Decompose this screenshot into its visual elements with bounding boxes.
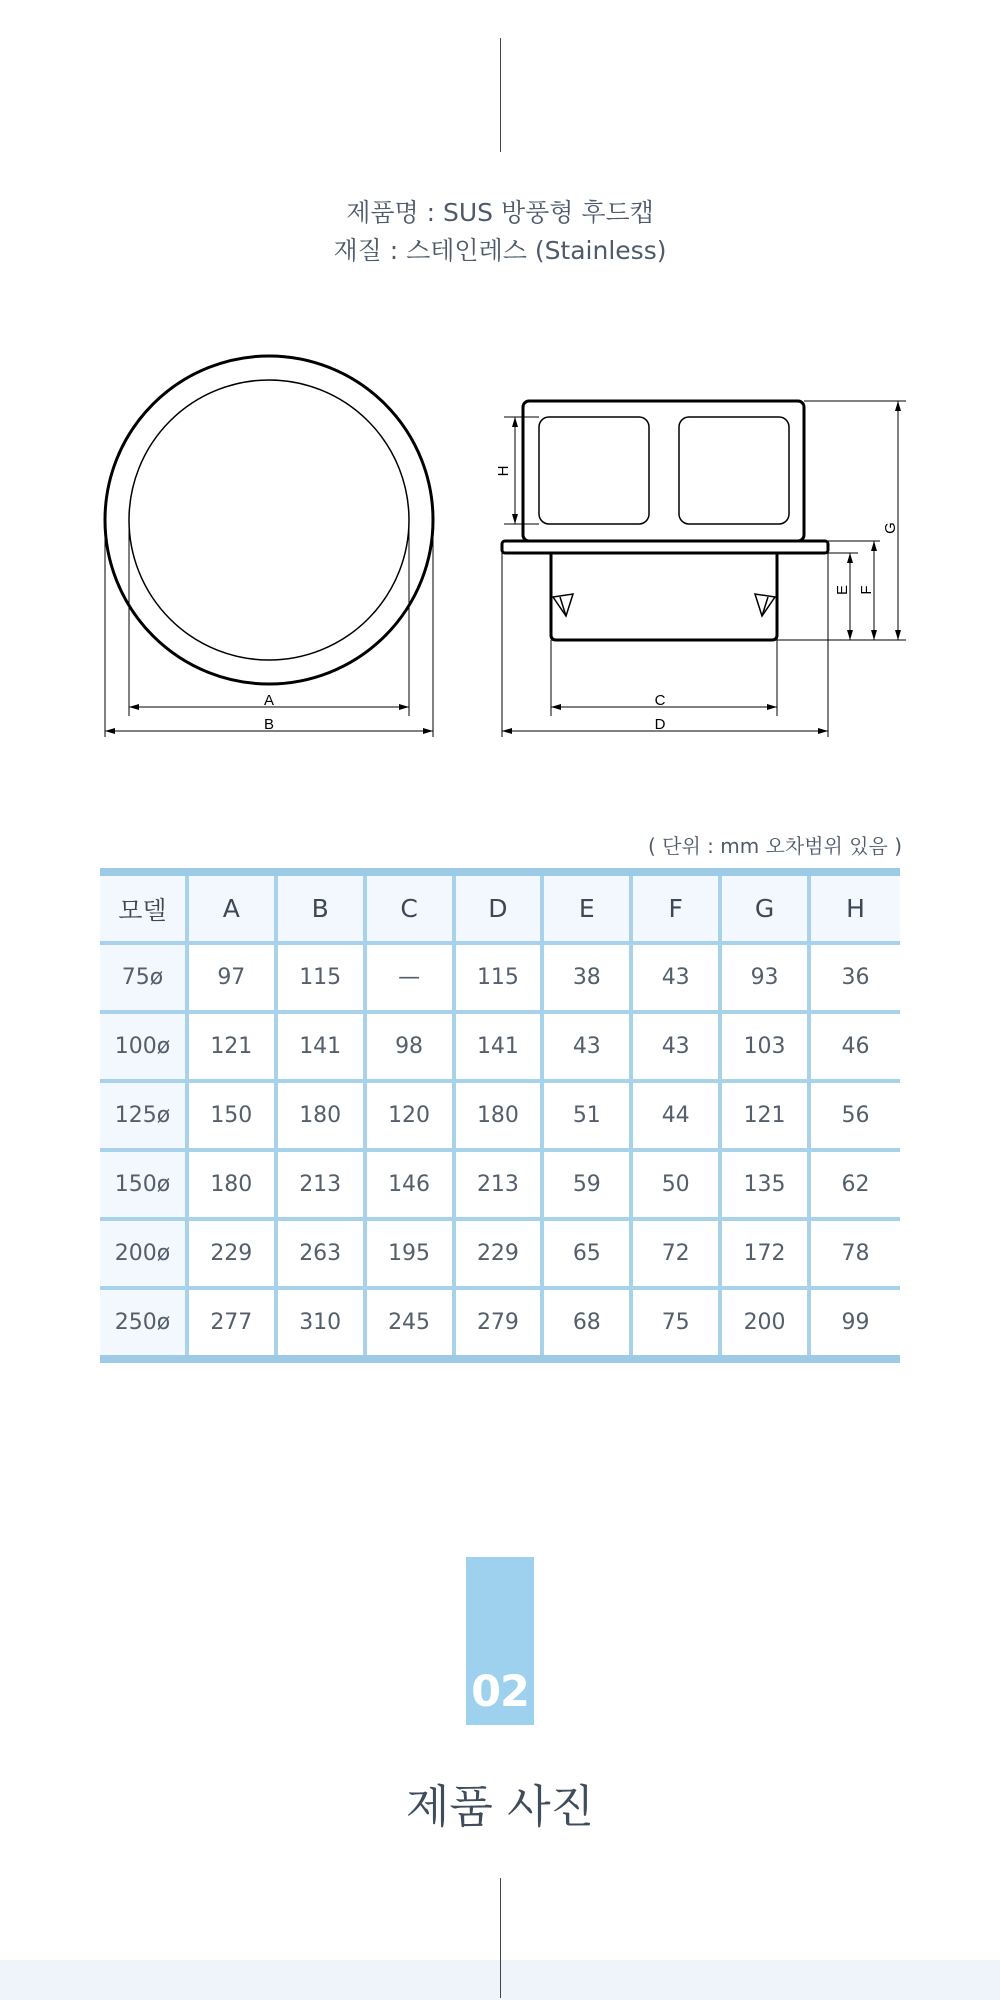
table-cell: 51 bbox=[544, 1083, 633, 1152]
table-cell: 141 bbox=[456, 1014, 545, 1083]
table-cell: 46 bbox=[811, 1014, 900, 1083]
bottom-divider-line bbox=[500, 1878, 501, 1998]
table-cell: 195 bbox=[367, 1221, 456, 1290]
table-cell: 98 bbox=[367, 1014, 456, 1083]
table-cell: 44 bbox=[633, 1083, 722, 1152]
product-name: 제품명 : SUS 방풍형 후드캡 bbox=[346, 198, 654, 227]
table-cell: 103 bbox=[722, 1014, 811, 1083]
hood-window-left bbox=[539, 417, 649, 524]
header-d: D bbox=[456, 876, 545, 945]
table-cell: 180 bbox=[189, 1152, 278, 1221]
unit-note: ( 단위 : mm 오차범위 있음 ) bbox=[647, 834, 902, 858]
table-cell: 97 bbox=[189, 945, 278, 1014]
table-cell: 229 bbox=[456, 1221, 545, 1290]
header-g: G bbox=[722, 876, 811, 945]
dimension-g-label: G bbox=[882, 522, 899, 534]
model-cell: 200ø bbox=[100, 1221, 189, 1290]
table-cell: 43 bbox=[544, 1014, 633, 1083]
dimension-e-label: E bbox=[834, 584, 851, 596]
table-cell: 180 bbox=[456, 1083, 545, 1152]
dimension-d-label: D bbox=[654, 716, 666, 733]
table-header-row bbox=[100, 876, 900, 945]
header-b: B bbox=[278, 876, 367, 945]
technical-drawing bbox=[0, 330, 1000, 750]
table-cell: 72 bbox=[633, 1221, 722, 1290]
table-cell: 121 bbox=[189, 1014, 278, 1083]
header-e: E bbox=[544, 876, 633, 945]
table-cell: 277 bbox=[189, 1290, 278, 1355]
model-cell: 125ø bbox=[100, 1083, 189, 1152]
table-row bbox=[100, 1152, 900, 1221]
table-cell: 141 bbox=[278, 1014, 367, 1083]
table-cell: 279 bbox=[456, 1290, 545, 1355]
table-cell: 115 bbox=[456, 945, 545, 1014]
table-row bbox=[100, 1083, 900, 1152]
table-cell: 135 bbox=[722, 1152, 811, 1221]
table-cell: 43 bbox=[633, 945, 722, 1014]
section-title: 제품 사진 bbox=[405, 1780, 595, 1833]
header-f: F bbox=[633, 876, 722, 945]
table-cell: 180 bbox=[278, 1083, 367, 1152]
section-number-badge bbox=[466, 1557, 534, 1725]
table-cell: 213 bbox=[456, 1152, 545, 1221]
hood-window-right bbox=[679, 417, 789, 524]
header-model: 모델 bbox=[100, 876, 189, 945]
dimension-c-label: C bbox=[654, 692, 666, 709]
table-cell: 115 bbox=[278, 945, 367, 1014]
table-cell: 78 bbox=[811, 1221, 900, 1290]
dimension-f-label: F bbox=[858, 585, 875, 595]
table-cell: 99 bbox=[841, 1310, 870, 1335]
hood-top-body bbox=[523, 401, 804, 541]
dimension-h-label: H bbox=[495, 465, 512, 477]
table-cell: 120 bbox=[367, 1083, 456, 1152]
model-cell: 75ø bbox=[100, 945, 189, 1014]
table-cell: — bbox=[367, 945, 456, 1014]
table-cell: 43 bbox=[633, 1014, 722, 1083]
table-cell: 93 bbox=[722, 945, 811, 1014]
table-cell: 213 bbox=[278, 1152, 367, 1221]
hood-flange bbox=[502, 541, 828, 553]
inner-circle bbox=[129, 380, 409, 660]
table-cell: 65 bbox=[544, 1221, 633, 1290]
section-number: 02 bbox=[471, 1667, 529, 1717]
table-cell: 56 bbox=[811, 1083, 900, 1152]
table-cell: 245 bbox=[367, 1290, 456, 1355]
dimension-b-label: B bbox=[263, 716, 275, 733]
table-cell: 121 bbox=[722, 1083, 811, 1152]
table-cell: 68 bbox=[544, 1290, 633, 1355]
table-row bbox=[100, 1290, 900, 1355]
model-cell: 100ø bbox=[100, 1014, 189, 1083]
table-cell: 150 bbox=[189, 1083, 278, 1152]
header-h: H bbox=[811, 876, 900, 945]
model-cell: 250ø bbox=[100, 1290, 189, 1355]
dimension-a-label: A bbox=[263, 692, 275, 709]
table-cell: 36 bbox=[811, 945, 900, 1014]
table-cell: 38 bbox=[544, 945, 633, 1014]
table-row bbox=[100, 945, 900, 1014]
table-cell: 146 bbox=[367, 1152, 456, 1221]
product-material: 재질 : 스테인레스 (Stainless) bbox=[333, 236, 667, 265]
model-cell: 150ø bbox=[100, 1152, 189, 1221]
table-cell: 310 bbox=[278, 1290, 367, 1355]
outer-circle bbox=[105, 356, 433, 684]
table-cell: 263 bbox=[278, 1221, 367, 1290]
table-cell: 62 bbox=[811, 1152, 900, 1221]
spec-table bbox=[100, 868, 900, 1363]
table-cell: 59 bbox=[544, 1152, 633, 1221]
header-c: C bbox=[367, 876, 456, 945]
hood-pipe bbox=[551, 553, 777, 640]
header-a: A bbox=[189, 876, 278, 945]
table-cell: 200 bbox=[722, 1290, 811, 1355]
table-cell: 172 bbox=[722, 1221, 811, 1290]
table-cell: 50 bbox=[633, 1152, 722, 1221]
table-cell: 229 bbox=[189, 1221, 278, 1290]
table-row bbox=[100, 1014, 900, 1083]
table-cell: 75 bbox=[633, 1290, 722, 1355]
table-row bbox=[100, 1221, 900, 1290]
top-divider-line bbox=[500, 38, 501, 152]
